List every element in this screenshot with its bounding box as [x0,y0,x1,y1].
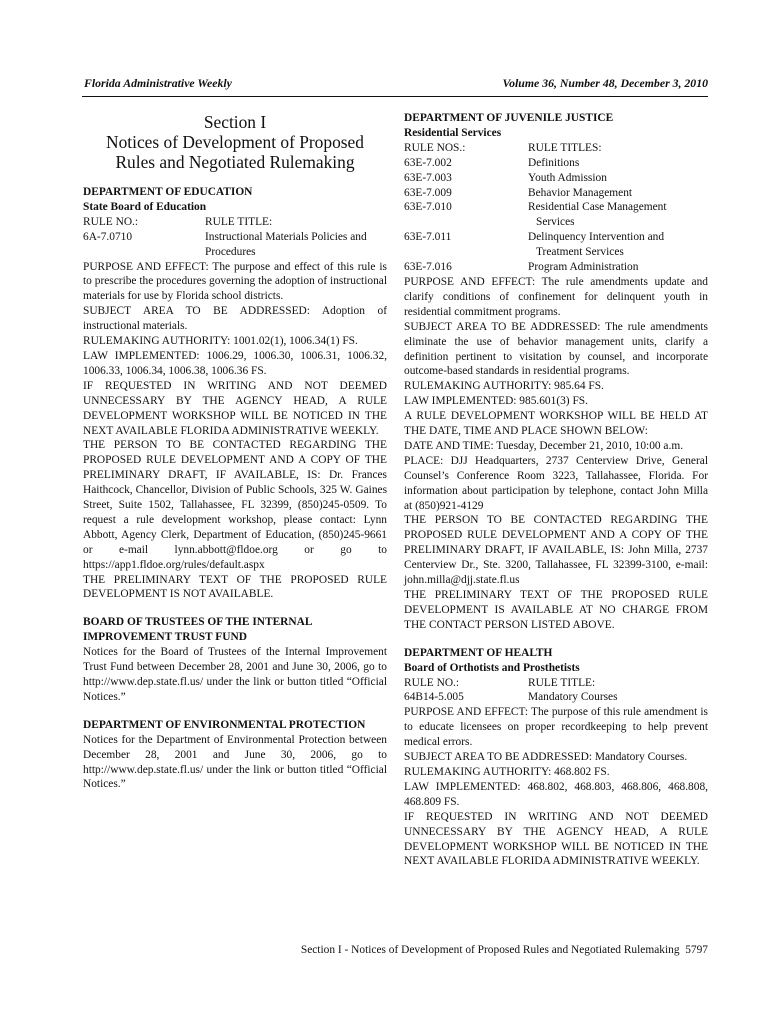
department-heading: DEPARTMENT OF JUVENILE JUSTICE [404,112,614,124]
education-notice [83,185,387,602]
page-footer [301,944,708,956]
rule-table [404,676,708,706]
workshop-paragraph: A RULE DEVELOPMENT WORKSHOP WILL BE HELD AT THE DATE, TIME AND PLACE SHOWN BELOW: [404,410,708,438]
section-title: Section I [203,112,267,132]
preliminary-paragraph: THE PRELIMINARY TEXT OF THE PROPOSED RULE DEVELOPMENT IS AVAILABLE AT NO CHARGE FROM THE CONTACT PERSON LISTED ABOVE. [404,589,708,631]
authority-paragraph: RULEMAKING AUTHORITY: 468.802 FS. [404,765,610,778]
department-heading: DEPARTMENT OF EDUCATION [83,186,253,198]
rule-no: 63E-7.002 [404,156,452,169]
right-column [404,111,708,869]
rule-title: Delinquency Intervention and [528,231,665,244]
authority-paragraph: RULEMAKING AUTHORITY: 985.64 FS. [404,380,604,393]
rule-table [83,215,387,260]
board-heading: Board of Orthotists and Prosthetists [404,661,580,674]
rule-no: 63E-7.010 [404,201,452,214]
rule-title: Residential Case Management [528,201,667,214]
law-paragraph: LAW IMPLEMENTED: 468.802, 468.803, 468.806, 468.808, 468.809 FS. [404,780,708,808]
publication-title: Florida Administrative Weekly [84,76,232,90]
header-rule [82,96,708,97]
rule-title: Definitions [528,156,580,169]
rule-no: 63E-7.016 [404,261,452,274]
rule-title: Behavior Management [528,186,633,199]
environmental-notice [83,718,387,793]
rule-no-label: RULE NO.: [404,676,460,689]
rule-no: 64B14-5.005 [404,691,464,704]
law-paragraph: LAW IMPLEMENTED: 985.601(3) FS. [404,395,588,408]
rule-no: 63E-7.011 [404,231,452,244]
purpose-paragraph: PURPOSE AND EFFECT: The purpose and effect of this rule is to prescribe the procedures governing the adoption of instructional materials for use by Florida school districts. [83,260,387,303]
subject-paragraph: SUBJECT AREA TO BE ADDRESSED: Mandatory Courses. [404,751,688,764]
trust-fund-notice [83,615,387,704]
rule-no-label: RULE NO.: [83,215,139,228]
contact-paragraph: THE PERSON TO BE CONTACTED REGARDING THE PROPOSED RULE DEVELOPMENT AND A COPY OF THE PRELIMINARY DRAFT, IF AVAILABLE, IS: Dr. Frances Haithcock, Chancellor, Division of Public Schools, 325 W. Gaines Street, Suite 1502, Tallahassee, FL 32399, (850)245-0509. To request a rule development workshop, please contact: Lynn Abbott, Agency Clerk, Department of Education, (850)245-9661 or e-mail lynn.abbott@fldoe.org or go to https://app1.fldoe.org/rules/default.aspx [83,439,387,571]
rule-title: Instructional Materials Policies and Procedures [205,230,367,258]
department-heading: DEPARTMENT OF HEALTH [404,646,553,659]
law-paragraph: LAW IMPLEMENTED: 1006.29, 1006.30, 1006.31, 1006.32, 1006.33, 1006.34, 1006.38, 1006.36 FS. [83,349,387,377]
footer-section-text: Section I - Notices of Development of Proposed Rules and Negotiated Rulemaking [300,944,680,956]
subject-paragraph: SUBJECT AREA TO BE ADDRESSED: The rule amendments eliminate the use of behavior management units, clarify a definition pertinent to visitation by counsel, and incorporate outcome-based standards in residential programs. [404,320,708,378]
board-heading: Residential Services [404,126,502,139]
issue-info: Volume 36, Number 48, December 3, 2010 [502,76,708,90]
purpose-paragraph: PURPOSE AND EFFECT: The purpose of this rule amendment is to educate licensees on proper recordkeeping to help prevent medical errors. [404,706,708,749]
purpose-paragraph: PURPOSE AND EFFECT: The rule amendments update and clarify conditions of confinement for delinquent youth in residential commitment programs. [404,275,708,318]
environmental-heading: DEPARTMENT OF ENVIRONMENTAL PROTECTION [83,718,366,731]
rule-no: 63E-7.003 [404,171,452,184]
subject-paragraph: SUBJECT AREA TO BE ADDRESSED: Adoption of instructional materials. [83,305,387,333]
page-number: 5797 [685,944,708,956]
datetime-paragraph: DATE AND TIME: Tuesday, December 21, 2010, 10:00 a.m. [404,439,684,452]
preliminary-paragraph: THE PRELIMINARY TEXT OF THE PROPOSED RULE DEVELOPMENT IS NOT AVAILABLE. [83,573,387,601]
environmental-text: Notices for the Department of Environmental Protection between December 28, 2001 and June 30, 2006, go to http://www.dep.state.fl.us/ under the link or button titled “Official Notices.” [83,733,387,791]
rule-title-label: RULE TITLE: [528,676,596,689]
left-column [83,111,387,792]
workshop-paragraph: IF REQUESTED IN WRITING AND NOT DEEMED UNNECESSARY BY THE AGENCY HEAD, A RULE DEVELOPMENT WORKSHOP WILL BE NOTICED IN THE NEXT AVAILABLE FLORIDA ADMINISTRATIVE WEEKLY. [404,810,708,868]
workshop-paragraph: IF REQUESTED IN WRITING AND NOT DEEMED UNNECESSARY BY THE AGENCY HEAD, A RULE DEVELOPMENT WORKSHOP WILL BE NOTICED IN THE NEXT AVAILABLE FLORIDA ADMINISTRATIVE WEEKLY. [83,379,387,437]
authority-paragraph: RULEMAKING AUTHORITY: 1001.02(1), 1006.34(1) FS. [83,335,358,348]
rule-title-continued: Treatment Services [536,246,624,259]
section-subtitle: Notices of Development of Proposed Rules and Negotiated Rulemaking [106,132,364,172]
trust-fund-heading: BOARD OF TRUSTEES OF THE INTERNAL IMPROVEMENT TRUST FUND [83,616,312,644]
rule-nos-label: RULE NOS.: [404,141,466,154]
board-heading: State Board of Education [83,200,207,213]
place-paragraph: PLACE: DJJ Headquarters, 2737 Centerview Drive, General Counsel’s Conference Room 3223, Tallahassee, Florida. For information about participation by telephone, contact John Milla at (850)921-4129 [404,454,708,512]
rule-titles-label: RULE TITLES: [528,141,602,154]
rule-no: 6A-7.0710 [83,230,133,243]
juvenile-notice [404,111,708,633]
rule-title: Program Administration [528,261,639,274]
trust-fund-text: Notices for the Board of Trustees of the Internal Improvement Trust Fund between December 28, 2001 and June 30, 2006, go to http://www.dep.state.fl.us/ under the link or button titled “Official Notices.” [83,646,387,703]
contact-paragraph: THE PERSON TO BE CONTACTED REGARDING THE PROPOSED RULE DEVELOPMENT AND A COPY OF THE PRELIMINARY DRAFT, IF AVAILABLE, IS: John Milla, 2737 Centerview Dr., Ste. 3200, Tallahassee, FL 32399-3100, e-mail: john.milla@djj.state.fl.us [404,514,708,587]
rule-table [404,141,708,275]
health-notice [404,646,708,870]
rule-title: Youth Admission [528,171,607,184]
rule-title-continued: Services [536,216,575,229]
rule-title: Mandatory Courses [528,691,618,704]
rule-title-label: RULE TITLE: [205,215,273,228]
rule-no: 63E-7.009 [404,186,452,199]
